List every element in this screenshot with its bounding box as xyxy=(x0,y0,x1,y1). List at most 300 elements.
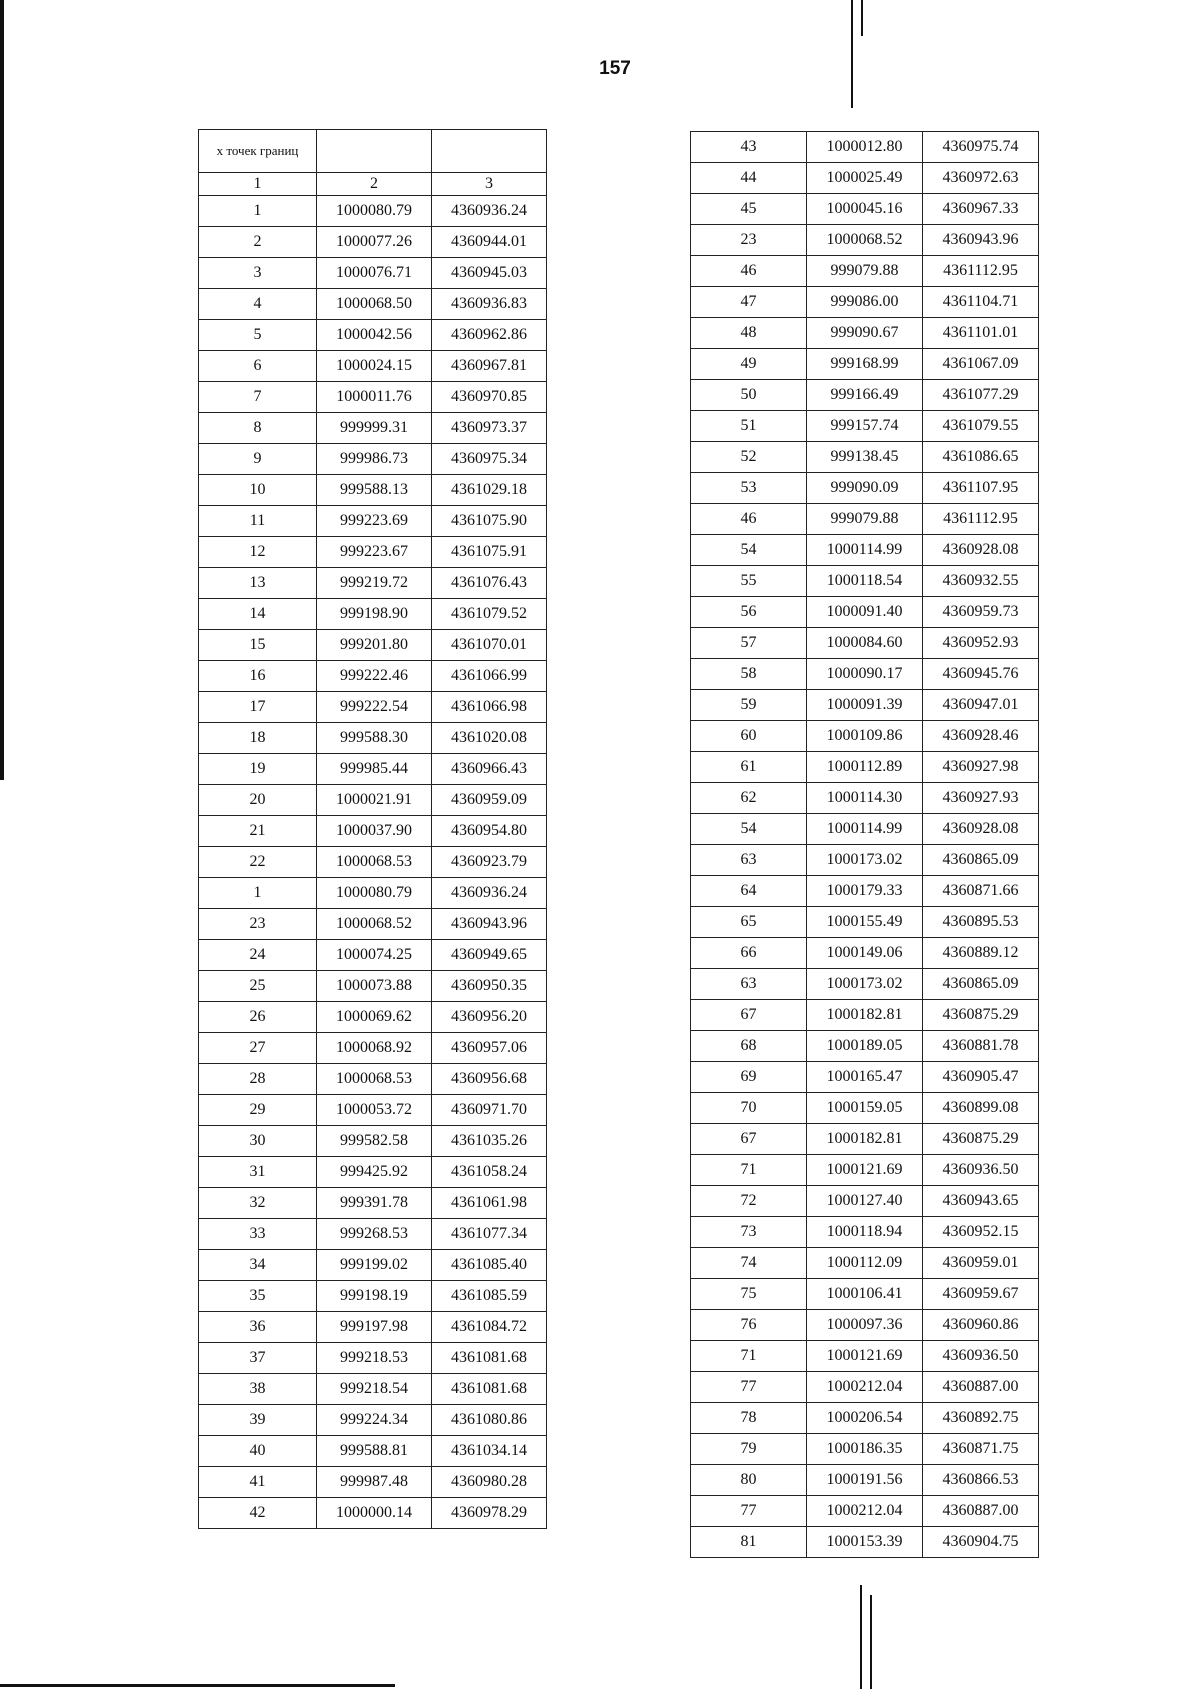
x-coordinate-cell: 1000000.14 xyxy=(317,1498,432,1529)
y-coordinate-cell: 4361104.71 xyxy=(923,287,1039,318)
header-col-3 xyxy=(432,130,547,173)
point-number-cell: 3 xyxy=(199,258,317,289)
point-number-cell: 54 xyxy=(691,535,807,566)
table-row xyxy=(691,1496,1039,1527)
x-coordinate-cell: 1000173.02 xyxy=(807,845,923,876)
x-coordinate-cell: 1000127.40 xyxy=(807,1186,923,1217)
point-number-cell: 33 xyxy=(199,1219,317,1250)
x-coordinate-cell: 1000114.99 xyxy=(807,814,923,845)
point-number-cell: 43 xyxy=(691,132,807,163)
y-coordinate-cell: 4360970.85 xyxy=(432,382,547,413)
point-number-cell: 68 xyxy=(691,1031,807,1062)
y-coordinate-cell: 4361075.90 xyxy=(432,506,547,537)
point-number-cell: 29 xyxy=(199,1095,317,1126)
y-coordinate-cell: 4360971.70 xyxy=(432,1095,547,1126)
y-coordinate-cell: 4360945.03 xyxy=(432,258,547,289)
table-row xyxy=(691,473,1039,504)
point-number-cell: 61 xyxy=(691,752,807,783)
x-coordinate-cell: 999268.53 xyxy=(317,1219,432,1250)
y-coordinate-cell: 4360943.96 xyxy=(923,225,1039,256)
x-coordinate-cell: 999582.58 xyxy=(317,1126,432,1157)
x-coordinate-cell: 1000045.16 xyxy=(807,194,923,225)
column-number-1: 1 xyxy=(199,173,317,196)
x-coordinate-cell: 1000011.76 xyxy=(317,382,432,413)
y-coordinate-cell: 4361085.59 xyxy=(432,1281,547,1312)
x-coordinate-cell: 999201.80 xyxy=(317,630,432,661)
x-coordinate-cell: 999391.78 xyxy=(317,1188,432,1219)
table-row xyxy=(691,690,1039,721)
table-row xyxy=(199,227,547,258)
x-coordinate-cell: 999987.48 xyxy=(317,1467,432,1498)
point-number-cell: 46 xyxy=(691,256,807,287)
point-number-cell: 78 xyxy=(691,1403,807,1434)
point-number-cell: 54 xyxy=(691,814,807,845)
table-row xyxy=(199,475,547,506)
table-row xyxy=(199,1219,547,1250)
x-coordinate-cell: 999138.45 xyxy=(807,442,923,473)
x-coordinate-cell: 1000021.91 xyxy=(317,785,432,816)
y-coordinate-cell: 4360952.93 xyxy=(923,628,1039,659)
table-row xyxy=(199,1436,547,1467)
x-coordinate-cell: 1000077.26 xyxy=(317,227,432,258)
point-number-cell: 63 xyxy=(691,969,807,1000)
point-number-cell: 64 xyxy=(691,876,807,907)
y-coordinate-cell: 4361077.34 xyxy=(432,1219,547,1250)
point-number-cell: 55 xyxy=(691,566,807,597)
table-row xyxy=(691,1062,1039,1093)
point-number-cell: 46 xyxy=(691,504,807,535)
y-coordinate-cell: 4360936.50 xyxy=(923,1155,1039,1186)
y-coordinate-cell: 4361070.01 xyxy=(432,630,547,661)
y-coordinate-cell: 4360959.01 xyxy=(923,1248,1039,1279)
table-row xyxy=(691,1031,1039,1062)
x-coordinate-cell: 999222.46 xyxy=(317,661,432,692)
x-coordinate-cell: 999198.19 xyxy=(317,1281,432,1312)
point-number-cell: 56 xyxy=(691,597,807,628)
point-number-cell: 16 xyxy=(199,661,317,692)
x-coordinate-cell: 999219.72 xyxy=(317,568,432,599)
y-coordinate-cell: 4361076.43 xyxy=(432,568,547,599)
y-coordinate-cell: 4361112.95 xyxy=(923,256,1039,287)
x-coordinate-cell: 999079.88 xyxy=(807,504,923,535)
point-number-cell: 8 xyxy=(199,413,317,444)
point-number-cell: 70 xyxy=(691,1093,807,1124)
x-coordinate-cell: 1000212.04 xyxy=(807,1496,923,1527)
table-row xyxy=(691,597,1039,628)
x-coordinate-cell: 1000121.69 xyxy=(807,1155,923,1186)
y-coordinate-cell: 4360875.29 xyxy=(923,1000,1039,1031)
x-coordinate-cell: 999223.69 xyxy=(317,506,432,537)
x-coordinate-cell: 1000114.30 xyxy=(807,783,923,814)
point-number-cell: 69 xyxy=(691,1062,807,1093)
table-row xyxy=(199,1405,547,1436)
x-coordinate-cell: 1000097.36 xyxy=(807,1310,923,1341)
y-coordinate-cell: 4360923.79 xyxy=(432,847,547,878)
point-number-cell: 35 xyxy=(199,1281,317,1312)
point-number-cell: 39 xyxy=(199,1405,317,1436)
table-row xyxy=(691,1155,1039,1186)
x-coordinate-cell: 1000084.60 xyxy=(807,628,923,659)
x-coordinate-cell: 999222.54 xyxy=(317,692,432,723)
table-row xyxy=(199,1281,547,1312)
table-row xyxy=(691,163,1039,194)
x-coordinate-cell: 999999.31 xyxy=(317,413,432,444)
point-number-cell: 24 xyxy=(199,940,317,971)
point-number-cell: 36 xyxy=(199,1312,317,1343)
point-number-cell: 72 xyxy=(691,1186,807,1217)
left-coordinates-table xyxy=(198,129,547,1529)
table-row xyxy=(199,1188,547,1219)
point-number-cell: 80 xyxy=(691,1465,807,1496)
page-number: 157 xyxy=(599,58,631,79)
point-number-cell: 81 xyxy=(691,1527,807,1558)
y-coordinate-cell: 4361077.29 xyxy=(923,380,1039,411)
table-row xyxy=(199,940,547,971)
y-coordinate-cell: 4361112.95 xyxy=(923,504,1039,535)
y-coordinate-cell: 4360945.76 xyxy=(923,659,1039,690)
x-coordinate-cell: 1000080.79 xyxy=(317,878,432,909)
y-coordinate-cell: 4360943.96 xyxy=(432,909,547,940)
table-row xyxy=(691,752,1039,783)
point-number-cell: 12 xyxy=(199,537,317,568)
y-coordinate-cell: 4360973.37 xyxy=(432,413,547,444)
table-row xyxy=(691,1527,1039,1558)
x-coordinate-cell: 1000165.47 xyxy=(807,1062,923,1093)
table-row xyxy=(199,413,547,444)
y-coordinate-cell: 4361079.52 xyxy=(432,599,547,630)
y-coordinate-cell: 4360957.06 xyxy=(432,1033,547,1064)
y-coordinate-cell: 4360954.80 xyxy=(432,816,547,847)
table-row xyxy=(199,1002,547,1033)
table-row xyxy=(691,132,1039,163)
x-coordinate-cell: 999198.90 xyxy=(317,599,432,630)
point-number-cell: 6 xyxy=(199,351,317,382)
x-coordinate-cell: 1000074.25 xyxy=(317,940,432,971)
point-number-cell: 52 xyxy=(691,442,807,473)
x-coordinate-cell: 1000118.94 xyxy=(807,1217,923,1248)
header-point-label: х точек границ xyxy=(199,130,317,173)
point-number-cell: 30 xyxy=(199,1126,317,1157)
point-number-cell: 77 xyxy=(691,1496,807,1527)
point-number-cell: 59 xyxy=(691,690,807,721)
point-number-cell: 31 xyxy=(199,1157,317,1188)
table-row xyxy=(691,566,1039,597)
y-coordinate-cell: 4360972.63 xyxy=(923,163,1039,194)
y-coordinate-cell: 4361084.72 xyxy=(432,1312,547,1343)
x-coordinate-cell: 1000042.56 xyxy=(317,320,432,351)
table-row xyxy=(691,814,1039,845)
x-coordinate-cell: 1000076.71 xyxy=(317,258,432,289)
point-number-cell: 20 xyxy=(199,785,317,816)
table-row xyxy=(199,258,547,289)
table-row xyxy=(691,938,1039,969)
x-coordinate-cell: 999588.13 xyxy=(317,475,432,506)
x-coordinate-cell: 1000068.50 xyxy=(317,289,432,320)
table-row xyxy=(199,723,547,754)
x-coordinate-cell: 1000112.09 xyxy=(807,1248,923,1279)
header-col-2 xyxy=(317,130,432,173)
x-coordinate-cell: 1000068.53 xyxy=(317,1064,432,1095)
point-number-cell: 19 xyxy=(199,754,317,785)
y-coordinate-cell: 4360936.83 xyxy=(432,289,547,320)
y-coordinate-cell: 4360895.53 xyxy=(923,907,1039,938)
y-coordinate-cell: 4360936.50 xyxy=(923,1341,1039,1372)
point-number-cell: 51 xyxy=(691,411,807,442)
table-row xyxy=(691,535,1039,566)
x-coordinate-cell: 1000212.04 xyxy=(807,1372,923,1403)
x-coordinate-cell: 1000069.62 xyxy=(317,1002,432,1033)
y-coordinate-cell: 4360927.93 xyxy=(923,783,1039,814)
table-row xyxy=(691,349,1039,380)
point-number-cell: 34 xyxy=(199,1250,317,1281)
table-row xyxy=(199,1250,547,1281)
y-coordinate-cell: 4360881.78 xyxy=(923,1031,1039,1062)
x-coordinate-cell: 1000149.06 xyxy=(807,938,923,969)
point-number-cell: 40 xyxy=(199,1436,317,1467)
point-number-cell: 18 xyxy=(199,723,317,754)
x-coordinate-cell: 999090.09 xyxy=(807,473,923,504)
point-number-cell: 71 xyxy=(691,1341,807,1372)
y-coordinate-cell: 4360967.81 xyxy=(432,351,547,382)
table-column-number-row xyxy=(199,173,547,196)
x-coordinate-cell: 999157.74 xyxy=(807,411,923,442)
point-number-cell: 75 xyxy=(691,1279,807,1310)
y-coordinate-cell: 4360943.65 xyxy=(923,1186,1039,1217)
y-coordinate-cell: 4360899.08 xyxy=(923,1093,1039,1124)
x-coordinate-cell: 999218.54 xyxy=(317,1374,432,1405)
table-row xyxy=(691,1093,1039,1124)
x-coordinate-cell: 1000118.54 xyxy=(807,566,923,597)
table-row xyxy=(199,320,547,351)
x-coordinate-cell: 999588.81 xyxy=(317,1436,432,1467)
table-row xyxy=(691,876,1039,907)
x-coordinate-cell: 999197.98 xyxy=(317,1312,432,1343)
scan-line-bottom-right-2 xyxy=(870,1595,872,1689)
point-number-cell: 7 xyxy=(199,382,317,413)
table-row xyxy=(691,628,1039,659)
point-number-cell: 47 xyxy=(691,287,807,318)
y-coordinate-cell: 4361080.86 xyxy=(432,1405,547,1436)
x-coordinate-cell: 1000159.05 xyxy=(807,1093,923,1124)
table-row xyxy=(199,1312,547,1343)
x-coordinate-cell: 1000155.49 xyxy=(807,907,923,938)
x-coordinate-cell: 1000068.92 xyxy=(317,1033,432,1064)
point-number-cell: 2 xyxy=(199,227,317,258)
table-row xyxy=(199,568,547,599)
x-coordinate-cell: 1000179.33 xyxy=(807,876,923,907)
y-coordinate-cell: 4360875.29 xyxy=(923,1124,1039,1155)
table-row xyxy=(691,1341,1039,1372)
point-number-cell: 28 xyxy=(199,1064,317,1095)
y-coordinate-cell: 4361079.55 xyxy=(923,411,1039,442)
point-number-cell: 23 xyxy=(199,909,317,940)
table-row xyxy=(691,504,1039,535)
table-row xyxy=(691,783,1039,814)
point-number-cell: 60 xyxy=(691,721,807,752)
y-coordinate-cell: 4360904.75 xyxy=(923,1527,1039,1558)
table-row xyxy=(691,1000,1039,1031)
y-coordinate-cell: 4360949.65 xyxy=(432,940,547,971)
y-coordinate-cell: 4360865.09 xyxy=(923,845,1039,876)
point-number-cell: 4 xyxy=(199,289,317,320)
table-row xyxy=(199,692,547,723)
table-row xyxy=(199,537,547,568)
table-row xyxy=(199,382,547,413)
x-coordinate-cell: 999986.73 xyxy=(317,444,432,475)
x-coordinate-cell: 1000080.79 xyxy=(317,196,432,227)
y-coordinate-cell: 4361058.24 xyxy=(432,1157,547,1188)
table-row xyxy=(691,287,1039,318)
x-coordinate-cell: 1000025.49 xyxy=(807,163,923,194)
point-number-cell: 77 xyxy=(691,1372,807,1403)
x-coordinate-cell: 999425.92 xyxy=(317,1157,432,1188)
point-number-cell: 73 xyxy=(691,1217,807,1248)
y-coordinate-cell: 4360928.08 xyxy=(923,535,1039,566)
table-row xyxy=(691,1248,1039,1279)
point-number-cell: 67 xyxy=(691,1124,807,1155)
y-coordinate-cell: 4361067.09 xyxy=(923,349,1039,380)
point-number-cell: 10 xyxy=(199,475,317,506)
x-coordinate-cell: 999985.44 xyxy=(317,754,432,785)
table-row xyxy=(691,1279,1039,1310)
x-coordinate-cell: 1000073.88 xyxy=(317,971,432,1002)
point-number-cell: 48 xyxy=(691,318,807,349)
y-coordinate-cell: 4360905.47 xyxy=(923,1062,1039,1093)
table-row xyxy=(691,442,1039,473)
y-coordinate-cell: 4360865.09 xyxy=(923,969,1039,1000)
x-coordinate-cell: 1000112.89 xyxy=(807,752,923,783)
point-number-cell: 58 xyxy=(691,659,807,690)
x-coordinate-cell: 999168.99 xyxy=(807,349,923,380)
table-row xyxy=(691,845,1039,876)
table-row xyxy=(199,661,547,692)
point-number-cell: 26 xyxy=(199,1002,317,1033)
x-coordinate-cell: 999218.53 xyxy=(317,1343,432,1374)
x-coordinate-cell: 1000206.54 xyxy=(807,1403,923,1434)
table-row xyxy=(691,1217,1039,1248)
point-number-cell: 1 xyxy=(199,196,317,227)
y-coordinate-cell: 4360887.00 xyxy=(923,1496,1039,1527)
table-row xyxy=(199,1064,547,1095)
y-coordinate-cell: 4360927.98 xyxy=(923,752,1039,783)
y-coordinate-cell: 4360947.01 xyxy=(923,690,1039,721)
point-number-cell: 37 xyxy=(199,1343,317,1374)
x-coordinate-cell: 1000090.17 xyxy=(807,659,923,690)
x-coordinate-cell: 1000068.52 xyxy=(317,909,432,940)
y-coordinate-cell: 4360967.33 xyxy=(923,194,1039,225)
table-row xyxy=(199,1467,547,1498)
x-coordinate-cell: 999166.49 xyxy=(807,380,923,411)
y-coordinate-cell: 4361081.68 xyxy=(432,1343,547,1374)
table-row xyxy=(199,351,547,382)
y-coordinate-cell: 4361101.01 xyxy=(923,318,1039,349)
x-coordinate-cell: 1000186.35 xyxy=(807,1434,923,1465)
table-row xyxy=(199,816,547,847)
point-number-cell: 79 xyxy=(691,1434,807,1465)
table-row xyxy=(199,630,547,661)
point-number-cell: 41 xyxy=(199,1467,317,1498)
table-row xyxy=(691,969,1039,1000)
y-coordinate-cell: 4360871.75 xyxy=(923,1434,1039,1465)
table-row xyxy=(199,196,547,227)
x-coordinate-cell: 999086.00 xyxy=(807,287,923,318)
table-row xyxy=(691,256,1039,287)
y-coordinate-cell: 4360952.15 xyxy=(923,1217,1039,1248)
table-row xyxy=(199,599,547,630)
x-coordinate-cell: 1000012.80 xyxy=(807,132,923,163)
x-coordinate-cell: 999588.30 xyxy=(317,723,432,754)
scan-edge-left xyxy=(0,0,4,780)
x-coordinate-cell: 1000173.02 xyxy=(807,969,923,1000)
y-coordinate-cell: 4360928.08 xyxy=(923,814,1039,845)
point-number-cell: 27 xyxy=(199,1033,317,1064)
y-coordinate-cell: 4361029.18 xyxy=(432,475,547,506)
point-number-cell: 11 xyxy=(199,506,317,537)
y-coordinate-cell: 4360956.68 xyxy=(432,1064,547,1095)
y-coordinate-cell: 4360966.43 xyxy=(432,754,547,785)
point-number-cell: 22 xyxy=(199,847,317,878)
table-row xyxy=(199,878,547,909)
table-row xyxy=(691,1434,1039,1465)
x-coordinate-cell: 1000109.86 xyxy=(807,721,923,752)
point-number-cell: 66 xyxy=(691,938,807,969)
table-row xyxy=(691,225,1039,256)
y-coordinate-cell: 4361107.95 xyxy=(923,473,1039,504)
y-coordinate-cell: 4360887.00 xyxy=(923,1372,1039,1403)
table-row xyxy=(691,380,1039,411)
table-row xyxy=(691,1310,1039,1341)
point-number-cell: 67 xyxy=(691,1000,807,1031)
y-coordinate-cell: 4360871.66 xyxy=(923,876,1039,907)
y-coordinate-cell: 4361086.65 xyxy=(923,442,1039,473)
y-coordinate-cell: 4361075.91 xyxy=(432,537,547,568)
table-row xyxy=(691,721,1039,752)
point-number-cell: 49 xyxy=(691,349,807,380)
table-row xyxy=(691,1372,1039,1403)
scan-line-top-right-2 xyxy=(861,0,863,36)
x-coordinate-cell: 999224.34 xyxy=(317,1405,432,1436)
table-row xyxy=(199,1343,547,1374)
x-coordinate-cell: 1000053.72 xyxy=(317,1095,432,1126)
y-coordinate-cell: 4360980.28 xyxy=(432,1467,547,1498)
point-number-cell: 42 xyxy=(199,1498,317,1529)
y-coordinate-cell: 4361081.68 xyxy=(432,1374,547,1405)
point-number-cell: 1 xyxy=(199,878,317,909)
table-row xyxy=(199,1498,547,1529)
scan-line-top-right-1 xyxy=(851,0,853,108)
table-row xyxy=(691,1403,1039,1434)
table-row xyxy=(199,971,547,1002)
right-coordinates-table xyxy=(690,131,1039,1558)
x-coordinate-cell: 1000068.53 xyxy=(317,847,432,878)
x-coordinate-cell: 1000068.52 xyxy=(807,225,923,256)
point-number-cell: 14 xyxy=(199,599,317,630)
table-row xyxy=(199,909,547,940)
table-row xyxy=(199,785,547,816)
table-row xyxy=(691,194,1039,225)
y-coordinate-cell: 4361035.26 xyxy=(432,1126,547,1157)
table-row xyxy=(199,1033,547,1064)
table-row xyxy=(691,318,1039,349)
y-coordinate-cell: 4360866.53 xyxy=(923,1465,1039,1496)
table-row xyxy=(199,444,547,475)
y-coordinate-cell: 4360932.55 xyxy=(923,566,1039,597)
point-number-cell: 5 xyxy=(199,320,317,351)
point-number-cell: 25 xyxy=(199,971,317,1002)
x-coordinate-cell: 1000153.39 xyxy=(807,1527,923,1558)
table-row xyxy=(199,289,547,320)
x-coordinate-cell: 999079.88 xyxy=(807,256,923,287)
